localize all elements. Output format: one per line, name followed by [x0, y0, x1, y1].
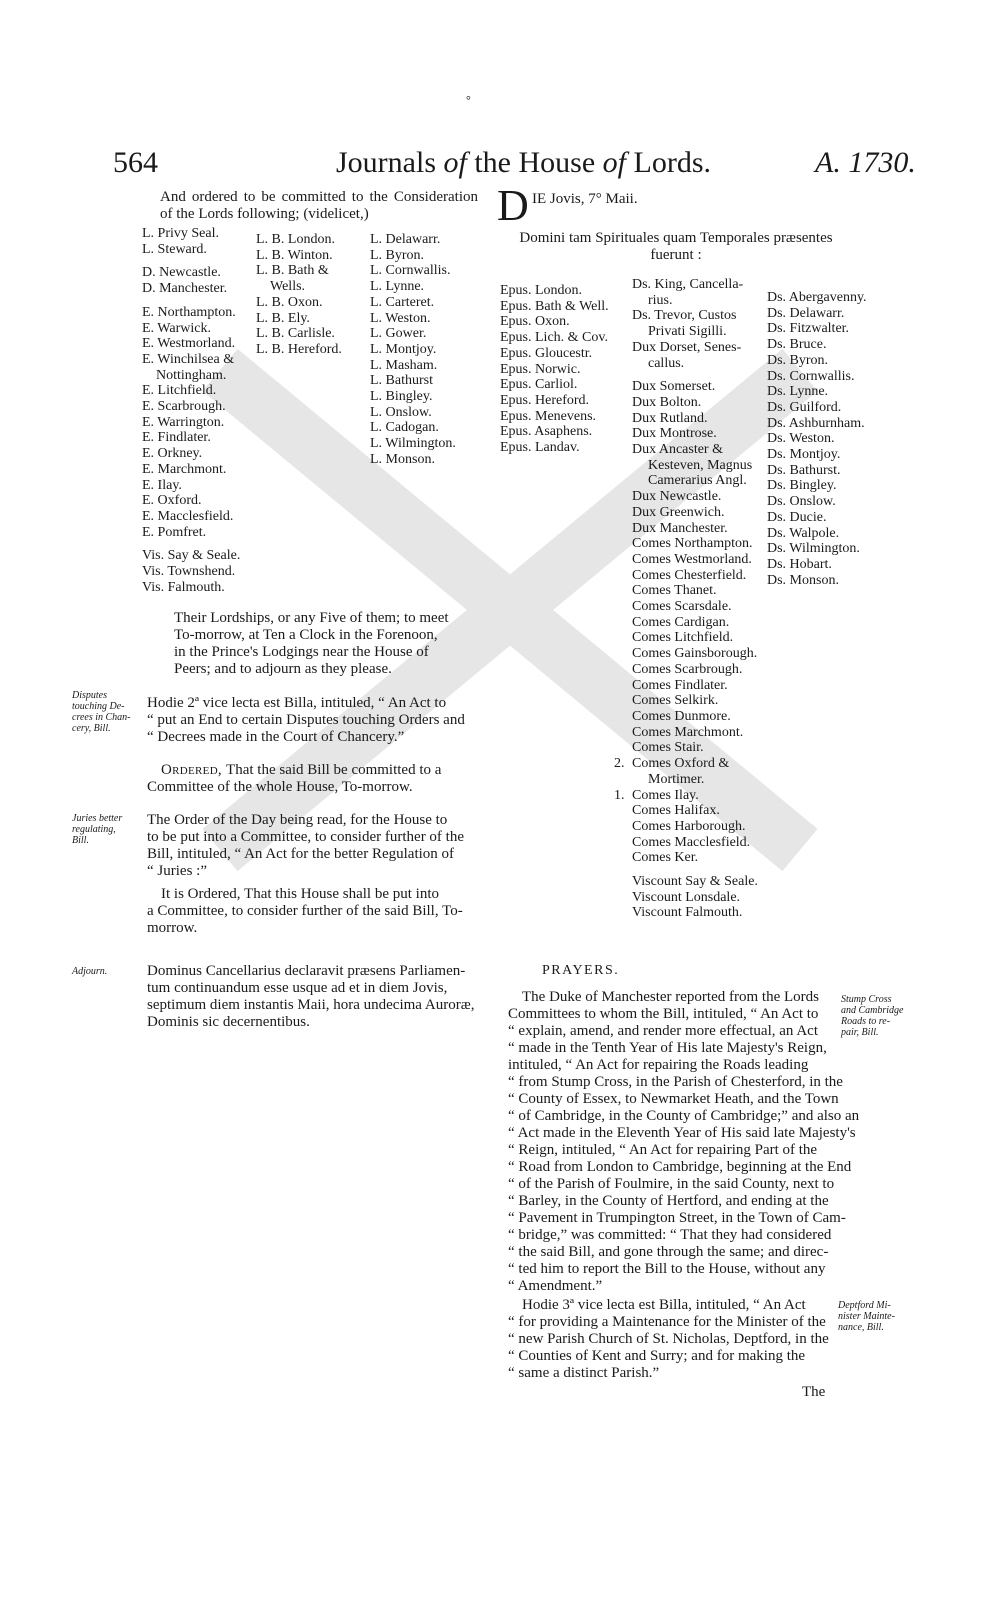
text-line: “ Road from London to Cambridge, beginning at the End: [508, 1159, 852, 1175]
temporal-lord-entry: [632, 866, 758, 874]
baron-entry: Ds. Delawarr.: [767, 305, 845, 321]
text-line: morrow.: [147, 920, 198, 936]
text-line: in the Prince's Lodgings near the House of: [174, 644, 429, 660]
text-line: Their Lordships, or any Five of them; to meet: [174, 610, 449, 626]
temporal-lord-entry: Comes Marchmont.: [632, 724, 744, 740]
baron-entry: Ds. Abergavenny.: [767, 290, 867, 305]
deptford-paragraph: [508, 1297, 835, 1382]
bishop-entry: L. B. Winton.: [256, 247, 333, 263]
temporal-lord-entry: Comes Ilay. 1.: [614, 787, 699, 803]
text-line: Ordered, That the said Bill be committed to a: [161, 762, 442, 778]
text-line: “ Juries :”: [147, 863, 207, 879]
temporal-lord-entry: Dux Rutland.: [632, 410, 708, 426]
present-line: [508, 230, 844, 264]
text-line: “ same a distinct Parish.”: [508, 1365, 660, 1381]
lords-list-col2: [256, 232, 342, 358]
temporal-lord-entry: Dux Newcastle.: [632, 489, 722, 505]
margin-line: and Cambridge: [841, 1005, 904, 1016]
bishop-entry: Epus. Oxon.: [500, 314, 570, 330]
temporal-lord-entry: Viscount Falmouth.: [632, 905, 743, 921]
lord-entry: L. Weston.: [370, 310, 431, 326]
ordered-label: Ordered,: [161, 762, 227, 778]
baron-entry: Ds. Byron.: [767, 352, 829, 368]
temporal-lord-entry: Ds. King, Cancella-: [632, 277, 744, 292]
temporal-lord-entry: Ds. Trevor, Custos: [632, 308, 737, 324]
temporal-lord-entry: Comes Halifax.: [632, 803, 720, 819]
lord-entry: L. Byron.: [370, 247, 425, 263]
temporal-lord-entry: Comes Northampton.: [632, 536, 753, 552]
bishop-entry: L. B. Carlisle.: [256, 326, 335, 342]
text-line: It is Ordered, That this House shall be put into: [161, 886, 440, 902]
margin-line: nance, Bill.: [838, 1322, 884, 1333]
baron-entry: Ds. Bruce.: [767, 337, 827, 353]
baron-entry: Ds. Lynne.: [767, 384, 829, 400]
bishop-entry: L. B. Oxon.: [256, 294, 323, 310]
temporal-lord-entry: Mortimer.: [648, 771, 705, 787]
margin-note-adjourn: Adjourn.: [72, 966, 108, 977]
margin-line: pair, Bill.: [841, 1027, 879, 1038]
margin-line: nister Mainte-: [838, 1311, 895, 1322]
lords-list-col3: [370, 232, 456, 468]
text-line: a Committee, to consider further of the said Bill, To-: [147, 903, 463, 919]
bishop-entry: L. B. Bath &: [256, 263, 329, 279]
margin-line: cery, Bill.: [72, 723, 111, 734]
lord-entry: L. Steward.: [142, 241, 207, 257]
lord-entry: E. Winchilsea &: [142, 351, 235, 367]
temporal-lord-entry: Kesteven, Magnus: [648, 457, 753, 473]
order-mark: 1.: [614, 787, 625, 803]
text-line: Committee of the whole House, To-morrow.: [147, 779, 413, 795]
bishop-entry: Epus. Hereford.: [500, 392, 590, 408]
running-year: A. 1730.: [815, 146, 916, 179]
ordered-paragraph: [147, 762, 484, 796]
bishop-entry: Epus. Asaphens.: [500, 424, 593, 440]
temporal-lord-entry: [632, 371, 758, 379]
temporal-lord-entry: Comes Litchfield.: [632, 630, 734, 646]
text-line: Bill, intituled, “ An Act for the better Regulation of: [147, 846, 455, 862]
lord-entry: Vis. Townshend.: [142, 564, 236, 580]
lord-entry: D. Manchester.: [142, 281, 228, 297]
text-line: “ of Cambridge, in the County of Cambridge;” and also an: [508, 1108, 860, 1124]
temporal-lord-entry: Comes Oxford & 2.: [614, 756, 730, 772]
baron-entry: Ds. Bingley.: [767, 478, 837, 494]
text-line: Peers; and to adjourn as they please.: [174, 661, 392, 677]
text-line: Hodie 2ª vice lecta est Billa, intituled, “ An Act to: [147, 695, 447, 711]
text-line: Committees to whom the Bill, intituled, “ An Act to: [508, 1006, 819, 1022]
text-line: “ new Parish Church of St. Nicholas, Deptford, in the: [508, 1331, 829, 1347]
baron-entry: Ds. Guilford.: [767, 399, 842, 415]
text-line: fuerunt :: [650, 247, 702, 263]
lord-entry: E. Oxford.: [142, 493, 202, 509]
lord-entry: [142, 297, 240, 305]
baron-entry: Ds. Bathurst.: [767, 462, 841, 478]
lord-entry: Vis. Falmouth.: [142, 579, 225, 595]
running-title: Journals of the House of Lords.: [336, 146, 711, 179]
barons-list: [767, 290, 867, 588]
temporal-lord-entry: Comes Harborough.: [632, 818, 746, 834]
baron-entry: Ds. Fitzwalter.: [767, 321, 850, 337]
text-line: “ County of Essex, to Newmarket Heath, and the Town: [508, 1091, 839, 1107]
text-line: “ Barley, in the County of Hertford, and ending at the: [508, 1193, 829, 1209]
text-line: septimum diem instantis Maii, hora undecima Auroræ,: [147, 997, 475, 1013]
temporal-lord-entry: Comes Thanet.: [632, 583, 717, 599]
lord-entry: E. Northampton.: [142, 304, 236, 320]
bishop-entry: Epus. Norwic.: [500, 361, 581, 377]
text-line: “ ted him to report the Bill to the House, without any: [508, 1261, 826, 1277]
baron-entry: Ds. Monson.: [767, 572, 839, 588]
lord-entry: L. Wilmington.: [370, 436, 456, 452]
text-line: tum continuandum esse usque ad et in diem Jovis,: [147, 980, 448, 996]
text-line: “ made in the Tenth Year of His late Majesty's Reign,: [508, 1040, 827, 1056]
page-dot: °: [466, 93, 471, 107]
it-is-ordered-paragraph: [147, 886, 484, 937]
lords-list-col1: [142, 226, 240, 595]
lord-entry: E. Warrington.: [142, 414, 225, 430]
text-line: “ Act made in the Eleventh Year of His said late Majesty's: [508, 1125, 856, 1141]
lord-entry: L. Gower.: [370, 326, 427, 342]
bishop-entry: L. B. Ely.: [256, 310, 310, 326]
bishop-entry: Epus. Carliol.: [500, 377, 578, 393]
bishop-entry: Epus. Gloucestr.: [500, 345, 593, 361]
baron-entry: Ds. Walpole.: [767, 525, 840, 541]
disputes-paragraph: [147, 695, 484, 746]
text-line: to be put into a Committee, to consider further of the: [147, 829, 465, 845]
temporal-lord-entry: Comes Gainsborough.: [632, 646, 758, 662]
temporal-lord-entry: Viscount Say & Seale.: [632, 874, 758, 890]
lord-entry: [142, 540, 240, 548]
text-line: “ from Stump Cross, in the Parish of Chesterford, in the: [508, 1074, 843, 1090]
lord-entry: L. Privy Seal.: [142, 226, 219, 241]
text-line: “ Counties of Kent and Surry; and for making the: [508, 1348, 806, 1364]
temporal-lord-entry: Comes Stair.: [632, 740, 704, 756]
text-line: “ the said Bill, and gone through the same; and direc-: [508, 1244, 829, 1260]
bishop-entry: Wells.: [270, 279, 306, 295]
text-line: Domini tam Spirituales quam Temporales præsentes: [519, 230, 833, 246]
lord-entry: E. Westmorland.: [142, 336, 236, 352]
temporal-lord-entry: Dux Greenwich.: [632, 504, 725, 520]
baron-entry: Ds. Hobart.: [767, 556, 832, 572]
page-number: 564: [113, 146, 158, 179]
date-line: IE Jovis, 7° Maii.: [532, 191, 638, 207]
lord-entry: L. Cornwallis.: [370, 263, 451, 279]
bishops-list: [500, 283, 609, 456]
text-line: “ Decrees made in the Court of Chancery.”: [147, 729, 405, 745]
lord-entry: E. Orkney.: [142, 446, 203, 462]
text-line: “ for providing a Maintenance for the Minister of the: [508, 1314, 826, 1330]
text-line: To-morrow, at Ten a Clock in the Forenoon,: [174, 627, 438, 643]
baron-entry: Ds. Cornwallis.: [767, 368, 855, 384]
bishop-entry: Epus. Menevens.: [500, 408, 597, 424]
bishop-entry: L. B. London.: [256, 232, 335, 247]
margin-line: touching De-: [72, 701, 125, 712]
margin-line: Roads to re-: [841, 1016, 891, 1027]
temporal-lord-entry: Comes Westmorland.: [632, 551, 752, 567]
temporal-lord-entry: Dux Manchester.: [632, 520, 728, 536]
lord-entry: L. Bathurst: [370, 373, 433, 389]
temporal-lord-entry: Dux Bolton.: [632, 394, 702, 410]
temporal-lord-entry: Comes Scarbrough.: [632, 661, 743, 677]
text-line: Dominis sic decernentibus.: [147, 1014, 310, 1030]
temporal-lord-entry: Comes Chesterfield.: [632, 567, 747, 583]
lord-entry: E. Litchfield.: [142, 383, 217, 399]
margin-line: Deptford Mi-: [838, 1300, 891, 1311]
text-line: “ Reign, intituled, “ An Act for repairing Part of the: [508, 1142, 818, 1158]
temporal-lord-entry: Dux Dorset, Senes-: [632, 339, 742, 355]
margin-note-juries: [72, 813, 138, 846]
drop-capital: D: [497, 181, 529, 230]
lord-entry: L. Cadogan.: [370, 420, 439, 436]
temporal-lord-entry: Comes Findlater.: [632, 677, 728, 693]
lord-entry: E. Ilay.: [142, 477, 182, 493]
order-mark: 2.: [614, 756, 625, 772]
margin-line: regulating,: [72, 824, 116, 835]
baron-entry: Ds. Onslow.: [767, 494, 836, 510]
temporal-lord-entry: Comes Dunmore.: [632, 708, 731, 724]
lord-entry: L. Lynne.: [370, 279, 425, 295]
lord-entry: E. Marchmont.: [142, 461, 227, 477]
lord-entry: E. Findlater.: [142, 430, 211, 446]
lord-entry: E. Macclesfield.: [142, 508, 234, 524]
temporal-lord-entry: Dux Somerset.: [632, 379, 716, 395]
lord-entry: L. Bingley.: [370, 389, 433, 405]
adjourn-paragraph: [147, 963, 484, 1031]
lord-entry: L. Montjoy.: [370, 341, 437, 357]
margin-note-deptford: [838, 1300, 910, 1333]
lord-entry: L. Onslow.: [370, 404, 432, 420]
text-line: “ bridge,” was committed: “ That they had considered: [508, 1227, 832, 1243]
lord-entry: E. Scarbrough.: [142, 399, 226, 415]
lord-entry: D. Newcastle.: [142, 265, 221, 281]
margin-note-stump-cross: [841, 994, 913, 1038]
baron-entry: Ds. Montjoy.: [767, 447, 841, 463]
margin-line: Stump Cross: [841, 994, 892, 1005]
temporal-lord-entry: Camerarius Angl.: [648, 473, 747, 489]
lord-entry: E. Pomfret.: [142, 524, 207, 540]
juries-paragraph: [147, 812, 484, 880]
temporal-lord-entry: Dux Ancaster &: [632, 442, 723, 458]
text-line: “ Amendment.”: [508, 1278, 603, 1294]
margin-line: Juries better: [72, 813, 123, 824]
bishop-entry: Epus. Lich. & Cov.: [500, 330, 608, 346]
baron-entry: Ds. Ducie.: [767, 509, 827, 525]
text-line: intituled, “ An Act for repairing the Roads leading: [508, 1057, 809, 1073]
baron-entry: Ds. Wilmington.: [767, 541, 860, 557]
temporal-lord-entry: callus.: [648, 355, 685, 371]
text-line: The Order of the Day being read, for the House to: [147, 812, 448, 828]
margin-line: Disputes: [72, 690, 107, 701]
temporal-lord-entry: Comes Cardigan.: [632, 614, 730, 630]
temporal-lord-entry: Comes Selkirk.: [632, 693, 719, 709]
text-line: “ Pavement in Trumpington Street, in the Town of Cam-: [508, 1210, 846, 1226]
temporal-lord-entry: rius.: [648, 292, 673, 308]
baron-entry: Ds. Ashburnham.: [767, 415, 865, 431]
lord-entry: E. Warwick.: [142, 320, 211, 336]
temporal-lord-entry: Privati Sigilli.: [648, 324, 727, 340]
temporal-lord-entry: Viscount Lonsdale.: [632, 889, 741, 905]
bishop-entry: Epus. Bath & Well.: [500, 298, 609, 314]
temporal-lord-entry: Comes Macclesfield.: [632, 834, 751, 850]
lord-entry: L. Delawarr.: [370, 232, 441, 247]
temporal-lords-list: [614, 277, 758, 921]
baron-entry: Ds. Weston.: [767, 431, 835, 447]
lord-entry: Vis. Say & Seale.: [142, 548, 241, 564]
bishop-entry: Epus. Landav.: [500, 440, 580, 456]
quorum-paragraph: [174, 610, 486, 678]
text-line: “ explain, amend, and render more effectual, an Act: [508, 1023, 818, 1039]
lord-entry: Nottingham.: [156, 367, 227, 383]
catchword: The: [802, 1384, 826, 1400]
lord-entry: L. Monson.: [370, 451, 435, 467]
text-line: Dominus Cancellarius declaravit præsens Parliamen-: [147, 963, 466, 979]
text-line: “ put an End to certain Disputes touching Orders and: [147, 712, 465, 728]
margin-line: Bill.: [72, 835, 89, 846]
text-line: The Duke of Manchester reported from the Lords: [522, 989, 819, 1005]
bishop-entry: L. B. Hereford.: [256, 341, 342, 357]
temporal-lord-entry: Comes Scarsdale.: [632, 599, 732, 615]
bishop-entry: Epus. London.: [500, 283, 583, 298]
committee-intro: And ordered to be committed to the Consideration of the Lords following; (videlicet,): [160, 189, 478, 222]
lord-entry: L. Carteret.: [370, 294, 435, 310]
text-line: Hodie 3ª vice lecta est Billa, intituled, “ An Act: [522, 1297, 806, 1313]
text-line: “ of the Parish of Foulmire, in the said County, next to: [508, 1176, 835, 1192]
lord-entry: [142, 257, 240, 265]
margin-line: crees in Chan-: [72, 712, 131, 723]
temporal-lord-entry: Comes Ker.: [632, 850, 699, 866]
margin-note-disputes: [72, 690, 138, 734]
temporal-lord-entry: Dux Montrose.: [632, 426, 717, 442]
lord-entry: L. Masham.: [370, 357, 438, 373]
prayers-heading: PRAYERS.: [542, 963, 620, 978]
